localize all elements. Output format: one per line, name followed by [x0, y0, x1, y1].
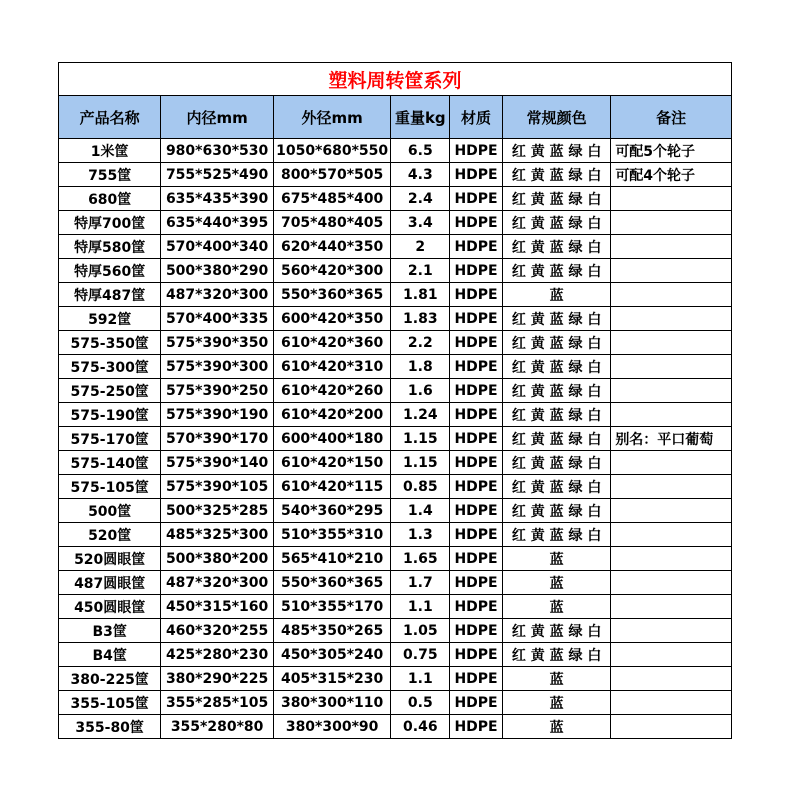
cell-name[interactable]: 755筐 [59, 163, 161, 187]
cell-color[interactable]: 红 黄 蓝 绿 白 [502, 379, 610, 403]
table-row [59, 283, 732, 307]
cell-weight[interactable]: 1.65 [391, 547, 450, 571]
cell-weight[interactable]: 0.85 [391, 475, 450, 499]
cell-material[interactable]: HDPE [450, 427, 503, 451]
cell-material[interactable]: HDPE [450, 691, 503, 715]
cell-material[interactable]: HDPE [450, 475, 503, 499]
header-weight[interactable]: 重量kg [391, 96, 450, 139]
table-row [59, 691, 732, 715]
cell-weight[interactable]: 2.1 [391, 259, 450, 283]
cell-color[interactable]: 红 黄 蓝 绿 白 [502, 403, 610, 427]
cell-weight[interactable]: 1.1 [391, 595, 450, 619]
cell-inner[interactable]: 980*630*530 [161, 139, 273, 163]
cell-name[interactable]: 特厚700筐 [59, 211, 161, 235]
cell-material[interactable]: HDPE [450, 619, 503, 643]
cell-note[interactable] [611, 715, 732, 739]
table-row [59, 499, 732, 523]
cell-name[interactable]: 575-350筐 [59, 331, 161, 355]
cell-name[interactable]: 450圆眼筐 [59, 595, 161, 619]
cell-inner[interactable]: 575*390*140 [161, 451, 273, 475]
table-row [59, 187, 732, 211]
cell-color[interactable]: 红 黄 蓝 绿 白 [502, 427, 610, 451]
header-outer[interactable]: 外径mm [273, 96, 391, 139]
cell-outer[interactable]: 610*420*115 [273, 475, 391, 499]
cell-material[interactable]: HDPE [450, 547, 503, 571]
cell-color[interactable]: 蓝 [502, 571, 610, 595]
cell-note[interactable] [611, 619, 732, 643]
table-row [59, 451, 732, 475]
cell-note[interactable] [611, 643, 732, 667]
cell-note[interactable] [611, 379, 732, 403]
table-row [59, 259, 732, 283]
cell-name[interactable]: 355-80筐 [59, 715, 161, 739]
cell-weight[interactable]: 1.1 [391, 667, 450, 691]
header-note[interactable]: 备注 [611, 96, 732, 139]
cell-weight[interactable]: 1.05 [391, 619, 450, 643]
cell-color[interactable]: 红 黄 蓝 绿 白 [502, 355, 610, 379]
cell-note[interactable] [611, 403, 732, 427]
cell-outer[interactable]: 550*360*365 [273, 283, 391, 307]
cell-weight[interactable]: 1.4 [391, 499, 450, 523]
cell-material[interactable]: HDPE [450, 211, 503, 235]
cell-color[interactable]: 蓝 [502, 667, 610, 691]
cell-material[interactable]: HDPE [450, 355, 503, 379]
cell-inner[interactable]: 575*390*350 [161, 331, 273, 355]
cell-inner[interactable]: 575*390*300 [161, 355, 273, 379]
cell-note[interactable] [611, 235, 732, 259]
table-row [59, 211, 732, 235]
header-name[interactable]: 产品名称 [59, 96, 161, 139]
cell-weight[interactable]: 0.5 [391, 691, 450, 715]
cell-weight[interactable]: 2 [391, 235, 450, 259]
cell-outer[interactable]: 510*355*310 [273, 523, 391, 547]
cell-color[interactable]: 红 黄 蓝 绿 白 [502, 643, 610, 667]
cell-name[interactable]: 575-170筐 [59, 427, 161, 451]
cell-outer[interactable]: 705*480*405 [273, 211, 391, 235]
cell-outer[interactable]: 450*305*240 [273, 643, 391, 667]
table-row [59, 355, 732, 379]
cell-name[interactable]: B4筐 [59, 643, 161, 667]
cell-outer[interactable]: 560*420*300 [273, 259, 391, 283]
cell-color[interactable]: 红 黄 蓝 绿 白 [502, 331, 610, 355]
cell-note[interactable] [611, 547, 732, 571]
cell-material[interactable]: HDPE [450, 715, 503, 739]
cell-inner[interactable]: 570*400*340 [161, 235, 273, 259]
cell-color[interactable]: 红 黄 蓝 绿 白 [502, 619, 610, 643]
cell-note[interactable] [611, 307, 732, 331]
cell-name[interactable]: 680筐 [59, 187, 161, 211]
cell-color[interactable]: 红 黄 蓝 绿 白 [502, 451, 610, 475]
cell-material[interactable]: HDPE [450, 451, 503, 475]
table-title[interactable]: 塑料周转筐系列 [59, 63, 732, 96]
cell-material[interactable]: HDPE [450, 307, 503, 331]
cell-inner[interactable]: 355*280*80 [161, 715, 273, 739]
cell-note[interactable] [611, 667, 732, 691]
cell-note[interactable] [611, 355, 732, 379]
cell-inner[interactable]: 575*390*190 [161, 403, 273, 427]
cell-weight[interactable]: 1.15 [391, 427, 450, 451]
cell-weight[interactable]: 3.4 [391, 211, 450, 235]
cell-outer[interactable]: 610*420*200 [273, 403, 391, 427]
cell-outer[interactable]: 600*420*350 [273, 307, 391, 331]
cell-name[interactable]: 380-225筐 [59, 667, 161, 691]
header-material[interactable]: 材质 [450, 96, 503, 139]
cell-outer[interactable]: 620*440*350 [273, 235, 391, 259]
cell-inner[interactable]: 380*290*225 [161, 667, 273, 691]
table-row [59, 307, 732, 331]
cell-weight[interactable]: 4.3 [391, 163, 450, 187]
cell-inner[interactable]: 635*435*390 [161, 187, 273, 211]
cell-material[interactable]: HDPE [450, 259, 503, 283]
product-table [58, 62, 732, 739]
cell-outer[interactable]: 600*400*180 [273, 427, 391, 451]
cell-name[interactable]: 487圆眼筐 [59, 571, 161, 595]
table-row [59, 139, 732, 163]
cell-name[interactable]: 575-190筐 [59, 403, 161, 427]
cell-name[interactable]: 575-105筐 [59, 475, 161, 499]
cell-outer[interactable]: 380*300*110 [273, 691, 391, 715]
cell-outer[interactable]: 510*355*170 [273, 595, 391, 619]
cell-outer[interactable]: 610*420*360 [273, 331, 391, 355]
cell-outer[interactable]: 610*420*260 [273, 379, 391, 403]
cell-inner[interactable]: 487*320*300 [161, 283, 273, 307]
cell-color[interactable]: 蓝 [502, 595, 610, 619]
cell-weight[interactable]: 1.3 [391, 523, 450, 547]
cell-outer[interactable]: 380*300*90 [273, 715, 391, 739]
cell-inner[interactable]: 755*525*490 [161, 163, 273, 187]
header-row [59, 96, 732, 139]
cell-weight[interactable]: 1.81 [391, 283, 450, 307]
cell-color[interactable]: 蓝 [502, 283, 610, 307]
cell-color[interactable]: 红 黄 蓝 绿 白 [502, 475, 610, 499]
cell-weight[interactable]: 0.46 [391, 715, 450, 739]
cell-note[interactable] [611, 187, 732, 211]
cell-color[interactable]: 红 黄 蓝 绿 白 [502, 163, 610, 187]
cell-material[interactable]: HDPE [450, 595, 503, 619]
cell-material[interactable]: HDPE [450, 283, 503, 307]
cell-inner[interactable]: 575*390*105 [161, 475, 273, 499]
cell-inner[interactable]: 355*285*105 [161, 691, 273, 715]
cell-weight[interactable]: 2.2 [391, 331, 450, 355]
spreadsheet-sheet [58, 62, 732, 739]
cell-material[interactable]: HDPE [450, 187, 503, 211]
cell-color[interactable]: 蓝 [502, 691, 610, 715]
cell-material[interactable]: HDPE [450, 331, 503, 355]
cell-name[interactable]: 575-250筐 [59, 379, 161, 403]
table-row [59, 427, 732, 451]
cell-inner[interactable]: 570*390*170 [161, 427, 273, 451]
cell-name[interactable]: 592筐 [59, 307, 161, 331]
cell-name[interactable]: 575-300筐 [59, 355, 161, 379]
cell-note[interactable] [611, 595, 732, 619]
cell-outer[interactable]: 540*360*295 [273, 499, 391, 523]
table-row [59, 667, 732, 691]
cell-note[interactable]: 别名：平口葡萄 [611, 427, 732, 451]
cell-name[interactable]: 355-105筐 [59, 691, 161, 715]
cell-material[interactable]: HDPE [450, 379, 503, 403]
cell-color[interactable]: 蓝 [502, 715, 610, 739]
cell-color[interactable]: 红 黄 蓝 绿 白 [502, 187, 610, 211]
cell-material[interactable]: HDPE [450, 571, 503, 595]
cell-outer[interactable]: 610*420*310 [273, 355, 391, 379]
table-row [59, 331, 732, 355]
cell-weight[interactable]: 1.8 [391, 355, 450, 379]
table-row [59, 379, 732, 403]
cell-color[interactable]: 红 黄 蓝 绿 白 [502, 235, 610, 259]
cell-note[interactable] [611, 523, 732, 547]
cell-note[interactable] [611, 571, 732, 595]
cell-weight[interactable]: 6.5 [391, 139, 450, 163]
cell-name[interactable]: 520圆眼筐 [59, 547, 161, 571]
cell-weight[interactable]: 1.7 [391, 571, 450, 595]
table-body [59, 139, 732, 739]
cell-weight[interactable]: 0.75 [391, 643, 450, 667]
cell-name[interactable]: 特厚487筐 [59, 283, 161, 307]
cell-inner[interactable]: 500*325*285 [161, 499, 273, 523]
cell-name[interactable]: 500筐 [59, 499, 161, 523]
cell-weight[interactable]: 1.6 [391, 379, 450, 403]
table-row [59, 163, 732, 187]
cell-note[interactable]: 可配4个轮子 [611, 163, 732, 187]
cell-inner[interactable]: 500*380*200 [161, 547, 273, 571]
cell-outer[interactable]: 565*410*210 [273, 547, 391, 571]
cell-name[interactable]: 575-140筐 [59, 451, 161, 475]
cell-color[interactable]: 红 黄 蓝 绿 白 [502, 211, 610, 235]
cell-inner[interactable]: 450*315*160 [161, 595, 273, 619]
cell-weight[interactable]: 2.4 [391, 187, 450, 211]
cell-outer[interactable]: 1050*680*550 [273, 139, 391, 163]
cell-outer[interactable]: 800*570*505 [273, 163, 391, 187]
table-row [59, 619, 732, 643]
cell-note[interactable] [611, 451, 732, 475]
cell-outer[interactable]: 610*420*150 [273, 451, 391, 475]
cell-color[interactable]: 红 黄 蓝 绿 白 [502, 499, 610, 523]
table-row [59, 403, 732, 427]
cell-note[interactable] [611, 211, 732, 235]
cell-note[interactable] [611, 475, 732, 499]
cell-note[interactable] [611, 331, 732, 355]
cell-inner[interactable]: 487*320*300 [161, 571, 273, 595]
cell-color[interactable]: 蓝 [502, 547, 610, 571]
cell-color[interactable]: 红 黄 蓝 绿 白 [502, 523, 610, 547]
cell-name[interactable]: 520筐 [59, 523, 161, 547]
cell-color[interactable]: 红 黄 蓝 绿 白 [502, 307, 610, 331]
cell-inner[interactable]: 425*280*230 [161, 643, 273, 667]
cell-inner[interactable]: 485*325*300 [161, 523, 273, 547]
cell-name[interactable]: B3筐 [59, 619, 161, 643]
cell-note[interactable] [611, 499, 732, 523]
cell-inner[interactable]: 635*440*395 [161, 211, 273, 235]
cell-material[interactable]: HDPE [450, 667, 503, 691]
cell-note[interactable] [611, 283, 732, 307]
cell-weight[interactable]: 1.24 [391, 403, 450, 427]
cell-material[interactable]: HDPE [450, 643, 503, 667]
cell-material[interactable]: HDPE [450, 523, 503, 547]
table-row [59, 643, 732, 667]
cell-weight[interactable]: 1.83 [391, 307, 450, 331]
table-row [59, 571, 732, 595]
table-row [59, 475, 732, 499]
cell-material[interactable]: HDPE [450, 403, 503, 427]
header-color[interactable]: 常规颜色 [502, 96, 610, 139]
cell-color[interactable]: 红 黄 蓝 绿 白 [502, 139, 610, 163]
cell-name[interactable]: 特厚580筐 [59, 235, 161, 259]
cell-outer[interactable]: 550*360*365 [273, 571, 391, 595]
cell-material[interactable]: HDPE [450, 163, 503, 187]
cell-name[interactable]: 特厚560筐 [59, 259, 161, 283]
cell-weight[interactable]: 1.15 [391, 451, 450, 475]
cell-material[interactable]: HDPE [450, 139, 503, 163]
cell-color[interactable]: 红 黄 蓝 绿 白 [502, 259, 610, 283]
cell-outer[interactable]: 485*350*265 [273, 619, 391, 643]
header-inner[interactable]: 内径mm [161, 96, 273, 139]
cell-note[interactable] [611, 691, 732, 715]
table-row [59, 523, 732, 547]
table-row [59, 715, 732, 739]
cell-note[interactable]: 可配5个轮子 [611, 139, 732, 163]
cell-material[interactable]: HDPE [450, 499, 503, 523]
cell-inner[interactable]: 575*390*250 [161, 379, 273, 403]
cell-outer[interactable]: 405*315*230 [273, 667, 391, 691]
table-row [59, 235, 732, 259]
table-row [59, 547, 732, 571]
cell-outer[interactable]: 675*485*400 [273, 187, 391, 211]
cell-inner[interactable]: 500*380*290 [161, 259, 273, 283]
cell-inner[interactable]: 460*320*255 [161, 619, 273, 643]
cell-name[interactable]: 1米筐 [59, 139, 161, 163]
cell-inner[interactable]: 570*400*335 [161, 307, 273, 331]
cell-note[interactable] [611, 259, 732, 283]
table-row [59, 595, 732, 619]
cell-material[interactable]: HDPE [450, 235, 503, 259]
